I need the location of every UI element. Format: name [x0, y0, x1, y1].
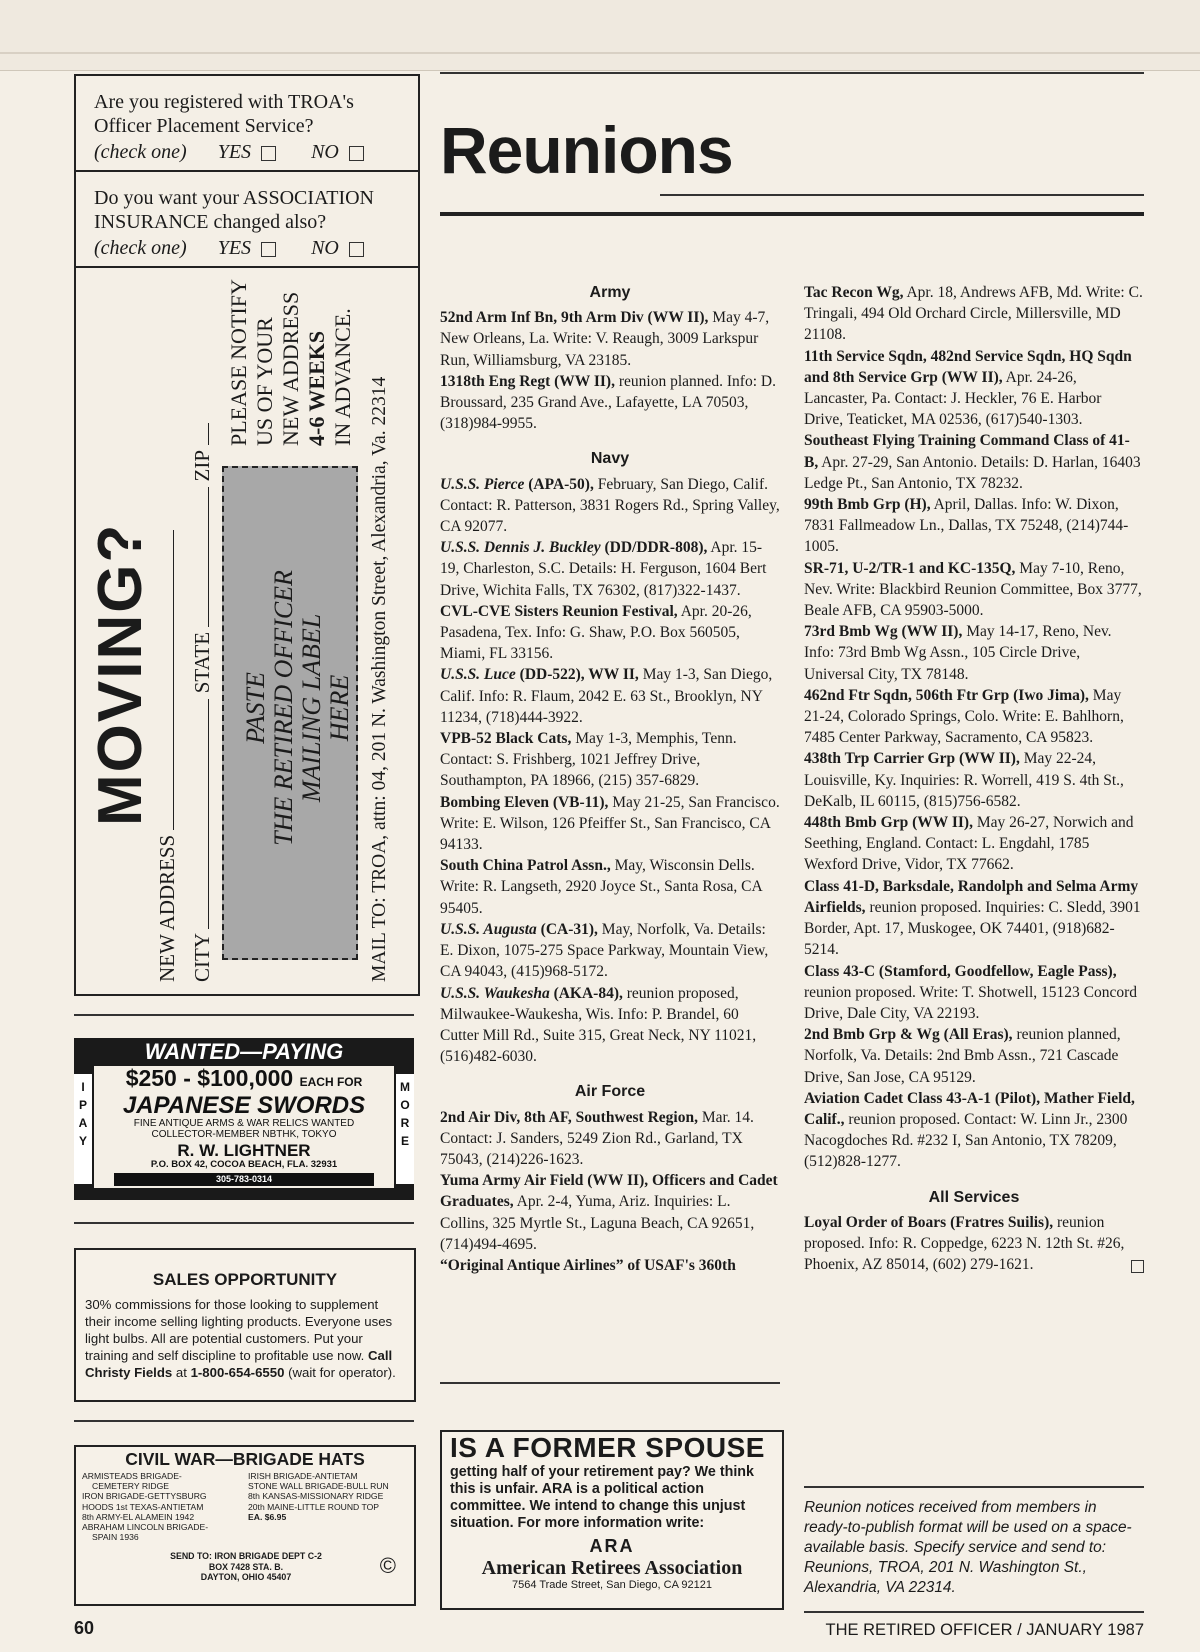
entry-details: reunion proposed. Contact: W. Linn Jr., 2300 Nacogdoches Rd. #232 I, San Antonio, TX 78209, (512)828-1277.: [804, 1110, 1128, 1171]
list-item: [440, 474, 780, 538]
ship-name: U.S.S. Waukesha: [440, 984, 550, 1002]
ship-name: U.S.S. Dennis J. Buckley: [440, 539, 601, 557]
entry-unit: 448th Bmb Grp (WW II),: [804, 814, 973, 832]
entry-unit: 1318th Eng Regt (WW II),: [440, 372, 615, 390]
title-bottom-rule: [440, 212, 1144, 216]
entry-details: reunion proposed. Info: R. Coppedge, 6223 N. 12th St. #26, Phoenix, AZ 85014, (602) 279-1621.: [804, 1213, 1125, 1274]
wanted-body: [94, 1066, 394, 1188]
list-item: [804, 430, 1144, 494]
title-top-rule: [440, 72, 1144, 74]
spouse-headline: IS A FORMER SPOUSE: [450, 1432, 765, 1463]
insurance-options: [94, 236, 400, 260]
end-mark-icon: [1131, 1260, 1144, 1273]
list-item: [440, 855, 780, 919]
entry-details: May 4-7, New Orleans, La. Write: V. Reaugh, 3009 Larkspur Run, Williamsburg, VA 23185.: [440, 309, 770, 369]
yes-label: YES: [217, 237, 252, 259]
spouse-body: getting half of your retirement pay? We think this is unfair. ARA is a political action committee. We intend to change this unjust situation. For more information write:: [450, 1464, 754, 1531]
list-item: CEMETERY RIDGE: [92, 1481, 170, 1492]
list-item: 8th KANSAS-MISSIONARY RIDGE: [248, 1491, 384, 1502]
notify-line: 4-6 WEEKS: [304, 330, 329, 446]
dealer-phone: 305-783-0314: [114, 1173, 374, 1186]
moving-address-panel: [76, 266, 418, 990]
entry-details: reunion proposed. Write: T. Shotwell, 15123 Concord Drive, Dale City, VA 22193.: [804, 983, 1138, 1022]
entry-unit: Class 41-D, Barksdale, Randolph and Selma Army Airfields,: [804, 877, 1139, 916]
insurance-question-text: Do you want your ASSOCIATION INSURANCE changed also?: [94, 187, 374, 233]
new-address-label: NEW ADDRESS: [155, 834, 179, 982]
entry-details: Apr. 20-26, Pasadena, Tex. Info: G. Shaw, P.O. Box 560505, Miami, FL 33156.: [440, 602, 752, 663]
magazine-footer: THE RETIRED OFFICER / JANUARY 1987: [825, 1621, 1144, 1639]
sales-body-text: 30% commissions for those looking to supplement their income selling lighting products. Everyone uses light bulbs. All are potential customers. Put your training and self discipline to profitable use now.: [85, 1297, 393, 1363]
entry-details: Apr. 27-29, San Antonio. Details: D. Harlan, 16403 Ledge Pt., San Antonio, TX 78232.: [804, 453, 1141, 492]
entry-unit: (AKA-84),: [549, 984, 623, 1002]
more-sidebar: [396, 1074, 414, 1184]
section-heading-navy: Navy: [590, 450, 630, 468]
entry-unit: (APA-50),: [524, 475, 594, 493]
mailing-label-area[interactable]: [222, 466, 358, 960]
entry-details: February, San Diego, Calif. Contact: R. Patterson, 3831 Rogers Rd., Spring Valley, CA 92077.: [440, 475, 780, 536]
placement-yes-checkbox[interactable]: [261, 146, 276, 161]
send-box-line: BOX 7428 STA. B.: [208, 1561, 284, 1572]
list-item: [804, 558, 1144, 622]
hats-right-list: [248, 1471, 412, 1522]
entry-details: May 1-3, Memphis, Tenn. Contact: S. Frishberg, 1021 Jeffrey Drive, Southampton, PA 18966, (215) 357-6829.: [440, 730, 737, 790]
hats-send-to: [136, 1551, 356, 1583]
entry-unit: South China Patrol Assn.,: [440, 857, 611, 875]
submission-notice: Reunion notices received from members in ready-to-publish format will be used on a space-available basis. Specify service and send to: Reunions, TROA, 201 N. Washington St., Alexandria, VA 22314.: [804, 1499, 1132, 1596]
list-item: [804, 876, 1144, 961]
entry-unit: Loyal Order of Boars (Fratres Suilis),: [804, 1213, 1054, 1231]
yes-label: YES: [217, 141, 252, 163]
ara-logo: ARA: [589, 1536, 635, 1556]
entry-unit: “Original Antique Airlines” of USAF's 360th: [440, 1256, 736, 1274]
list-item: [440, 1170, 780, 1255]
list-item: IRISH BRIGADE-ANTIETAM: [248, 1471, 358, 1481]
entry-details: May, Wisconsin Dells. Write: R. Langseth, 2920 Joyce St., Santa Rosa, CA 95405.: [440, 857, 762, 917]
list-item: [440, 728, 780, 792]
list-item: SPAIN 1936: [92, 1532, 139, 1543]
divider: [74, 1014, 414, 1016]
divider: [440, 1382, 780, 1384]
entry-details: May 21-25, San Francisco. Write: E. Wilson, 126 Pfeiffer St., San Francisco, CA 94133.: [440, 793, 780, 854]
list-item: [804, 494, 1144, 558]
list-item: [440, 537, 780, 601]
insurance-question: [76, 172, 418, 268]
wanted-line2: COLLECTOR-MEMBER NBTHK, TOKYO: [151, 1129, 337, 1140]
entry-unit: 52nd Arm Inf Bn, 9th Arm Div (WW II),: [440, 309, 709, 327]
paste-line: MAILING LABEL: [297, 613, 326, 803]
side-left-text: I PAY: [78, 1080, 88, 1148]
sales-at: at: [175, 1365, 187, 1380]
city-state-zip-field[interactable]: [189, 282, 215, 982]
entry-details: Apr. 24-26, Lancaster, Pa. Contact: J. Heckler, 76 E. Harbor Drive, Teaticket, MA 02536, (617)540-1303.: [804, 368, 1102, 429]
sales-opportunity-ad: [74, 1248, 416, 1402]
list-item: [804, 748, 1144, 812]
entry-details: May, Norfolk, Va. Details: E. Dixon, 1075-275 Space Parkway, Mountain View, CA 94043, (415)968-5172.: [440, 920, 769, 981]
entry-unit: 2nd Air Div, 8th AF, Southwest Region,: [440, 1108, 698, 1126]
sales-contact: Call Christy Fields: [85, 1348, 393, 1380]
entry-details: May 26-27, Norwich and Seething, England. Contact: L. Engdahl, 1785 Wexford Drive, Vidor, TX 77662.: [804, 814, 1134, 874]
each-for: EACH FOR: [299, 1075, 363, 1089]
section-heading-air-force: Air Force: [574, 1083, 646, 1101]
paste-line: PASTE: [241, 672, 270, 744]
paste-line: THE RETIRED OFFICER: [269, 570, 298, 846]
entry-unit: (DD-522), WW II,: [515, 666, 639, 684]
dealer-name: R. W. LIGHTNER: [177, 1141, 311, 1160]
notify-line: IN ADVANCE.: [330, 308, 355, 446]
list-item: [440, 664, 780, 728]
insurance-yes-checkbox[interactable]: [261, 242, 276, 257]
city-label: CITY: [190, 933, 214, 982]
list-item: IRON BRIGADE-GETTYSBURG: [82, 1491, 207, 1502]
list-item: ARMISTEADS BRIGADE-: [82, 1471, 182, 1481]
entry-unit: 73rd Bmb Wg (WW II),: [804, 623, 963, 641]
divider: [804, 1486, 1144, 1488]
list-item: [440, 983, 780, 1068]
page-title: Reunions: [440, 113, 733, 187]
list-item: 8th ARMY-EL ALAMEIN 1942: [82, 1511, 195, 1522]
sales-title: SALES OPPORTUNITY: [152, 1270, 338, 1289]
list-item: STONE WALL BRIGADE-BULL RUN: [248, 1481, 389, 1492]
entry-details: May 7-10, Reno, Nev. Write: Blackbird Reunion Committee, Box 3777, Beale AFB, CA 95903-5000.: [804, 559, 1142, 620]
footer-rule: [804, 1611, 1144, 1613]
no-label: NO: [311, 237, 339, 259]
list-item: [804, 346, 1144, 431]
section-heading-all-services: All Services: [928, 1188, 1020, 1206]
reunions-column-2: [804, 282, 1144, 1275]
entry-unit: 99th Bmb Grp (H),: [804, 496, 931, 514]
entry-unit: 438th Trp Carrier Grp (WW II),: [804, 750, 1020, 768]
list-item: [440, 307, 780, 371]
list-item: [440, 919, 780, 983]
entry-details: April, Dallas. Info: W. Dixon, 7831 Fallmeadow Ln., Dallas, TX 75248, (214)744-1005.: [804, 496, 1129, 556]
no-label: NO: [311, 141, 339, 163]
paste-line: HERE: [325, 674, 354, 742]
zip-label: ZIP: [190, 450, 214, 482]
entry-details: May 14-17, Reno, Nev. Info: 73rd Bmb Wg Assn., 105 Circle Drive, Universal City, TX 78148.: [804, 623, 1112, 683]
entry-unit: Aviation Cadet Class 43-A-1 (Pilot), Mather Field, Calif.,: [804, 1089, 1135, 1128]
list-item: ABRAHAM LINCOLN BRIGADE-: [82, 1522, 209, 1533]
divider: [74, 1420, 414, 1422]
hats-price: EA. $6.95: [248, 1511, 287, 1522]
entry-details: Mar. 14. Contact: J. Sanders, 5249 Zion Rd., Garland, TX 75043, (214)226-1623.: [440, 1108, 754, 1168]
state-label: STATE: [190, 631, 214, 694]
side-right-text: MORE: [400, 1080, 410, 1148]
ara-address: 7564 Trade Street, San Diego, CA 92121: [512, 1579, 712, 1591]
list-item: [440, 601, 780, 665]
entry-details: Apr. 15-19, Charleston, S.C. Details: H. Ferguson, 1604 Bert Drive, Wichita Falls, TX 76302, (817)322-1437.: [440, 539, 767, 599]
sales-phone[interactable]: 1-800-654-6550: [190, 1365, 285, 1380]
placement-question: [76, 76, 418, 172]
entry-unit: Bombing Eleven (VB-11),: [440, 793, 609, 811]
entry-details: May 21-24, Colorado Springs, Colo. Write: E. Bahlhorn, 7485 Center Parkway, Sacramento, CA 95823.: [804, 686, 1124, 747]
mail-to-address: MAIL TO: TROA, attn: 04, 201 N. Washington Street, Alexandria, Va. 22314: [369, 376, 390, 982]
list-item: [440, 792, 780, 856]
hats-title: CIVIL WAR—BRIGADE HATS: [125, 1449, 365, 1469]
list-item: HOODS 1st TEXAS-ANTIETAM: [82, 1501, 204, 1512]
former-spouse-ad: [440, 1430, 784, 1610]
entry-details: reunion proposed, Milwaukee-Waukesha, Wis. Info: P. Brandel, 60 Cutter Mill Rd., Suite 315, Great Neck, NY 11021, (516)482-6030.: [440, 984, 757, 1066]
entry-details: reunion proposed. Inquiries: C. Sledd, 3901 Border, Apt. 17, Muskogee, OK 74401, (918)682-5214.: [804, 898, 1141, 959]
ship-name: U.S.S. Pierce: [440, 475, 525, 493]
page-number: 60: [74, 1618, 95, 1638]
list-item: [804, 1024, 1144, 1088]
brigade-hats-ad: [74, 1445, 416, 1606]
wanted-swords-ad: [74, 1038, 414, 1200]
price: $250 - $100,000: [125, 1065, 294, 1091]
divider: [74, 1222, 414, 1224]
notify-line: US OF YOUR: [252, 317, 277, 446]
ship-name: U.S.S. Augusta: [440, 920, 537, 938]
section-heading-army: Army: [589, 284, 631, 301]
swords-title: JAPANESE SWORDS: [122, 1092, 366, 1119]
entry-unit: Yuma Army Air Field (WW II), Officers and Cadet Graduates,: [440, 1172, 778, 1211]
notify-line: PLEASE NOTIFY: [226, 279, 251, 446]
copyright-icon: ©: [379, 1553, 396, 1578]
send-to-line: SEND TO: IRON BRIGADE DEPT C-2: [170, 1551, 322, 1561]
wanted-line1: FINE ANTIQUE ARMS & WAR RELICS WANTED: [133, 1118, 355, 1129]
placement-no-checkbox[interactable]: [349, 146, 364, 161]
ship-name: U.S.S. Luce: [440, 666, 516, 684]
list-item: [804, 1088, 1144, 1173]
entry-unit: Southeast Flying Training Command Class of 41-B,: [804, 432, 1130, 471]
placement-question-text: Are you registered with TROA's Officer Placement Service?: [94, 91, 354, 137]
list-item: [804, 1212, 1144, 1276]
sales-wait: (wait for operator).: [288, 1365, 396, 1380]
address-change-form: [74, 74, 420, 996]
title-underline: [660, 194, 1144, 196]
sales-body: [85, 1296, 405, 1381]
entry-details: May 1-3, San Diego, Calif. Info: R. Flaum, 2042 E. 63 St., Brooklyn, NY 11234, (718)444-3922.: [440, 666, 773, 726]
entry-unit: Class 43-C (Stamford, Goodfellow, Eagle Pass),: [804, 962, 1117, 980]
entry-unit: CVL-CVE Sisters Reunion Festival,: [440, 602, 678, 620]
placement-options: [94, 140, 400, 164]
price-line: [94, 1066, 394, 1094]
wanted-headline: WANTED—PAYING: [144, 1039, 344, 1064]
entry-unit: SR-71, U-2/TR-1 and KC-135Q,: [804, 559, 1016, 577]
list-item: [804, 282, 1144, 346]
entry-details: reunion planned, Norfolk, Va. Details: 2nd Bmb Assn., 721 Cascade Drive, San Jose, CA 95129.: [804, 1026, 1121, 1086]
entry-details: Apr. 18, Andrews AFB, Md. Write: C. Tringali, 494 Old Orchard Circle, Millersville, MD 21108.: [804, 284, 1143, 344]
entry-unit: 462nd Ftr Sqdn, 506th Ftr Grp (Iwo Jima),: [804, 686, 1089, 704]
entry-details: Apr. 2-4, Yuma, Ariz. Inquiries: L. Collins, 325 Myrtle St., Laguna Beach, CA 92651, (714)494-4695.: [440, 1193, 755, 1253]
list-item: 20th MAINE-LITTLE ROUND TOP: [248, 1501, 380, 1512]
list-item: [804, 961, 1144, 1025]
top-divider: [0, 52, 1200, 54]
paste-instructions: [242, 508, 354, 908]
entry-unit: (DD/DDR-808),: [600, 539, 708, 557]
hats-left-list: [82, 1471, 242, 1542]
notify-line: NEW ADDRESS: [278, 291, 303, 446]
moving-heading: MOVING?: [86, 522, 155, 826]
entry-unit: 2nd Bmb Grp & Wg (All Eras),: [804, 1026, 1013, 1044]
top-margin: [0, 0, 1200, 71]
check-one-label: (check one): [94, 141, 187, 163]
insurance-no-checkbox[interactable]: [349, 242, 364, 257]
list-item: [804, 812, 1144, 876]
send-city-line: DAYTON, OHIO 45407: [200, 1572, 292, 1582]
list-item: [440, 1107, 780, 1171]
dealer-address: P.O. BOX 42, COCOA BEACH, FLA. 32931: [150, 1159, 338, 1170]
new-address-field[interactable]: [154, 282, 180, 982]
list-item: [804, 621, 1144, 685]
reunions-column-1: [440, 276, 780, 1276]
entry-unit: 11th Service Sqdn, 482nd Service Sqdn, HQ Sqdn and 8th Service Grp (WW II),: [804, 347, 1132, 386]
entry-details: reunion planned. Info: D. Broussard, 235 Grand Ave., Lafayette, LA 70503, (318)984-9955.: [440, 372, 776, 433]
list-item: [440, 1255, 780, 1276]
check-one-label: (check one): [94, 237, 187, 259]
i-pay-sidebar: [74, 1074, 92, 1184]
ara-name: American Retirees Association: [481, 1557, 743, 1579]
entry-unit: Tac Recon Wg,: [804, 284, 904, 301]
list-item: [804, 685, 1144, 749]
list-item: [440, 371, 780, 435]
entry-details: May 22-24, Louisville, Ky. Inquiries: R. Worrell, 419 S. 4th St., DeKalb, IL 60115, (815)756-6582.: [804, 750, 1124, 810]
entry-unit: (CA-31),: [536, 920, 598, 938]
notify-block: [226, 279, 356, 446]
entry-unit: VPB-52 Black Cats,: [440, 730, 572, 748]
